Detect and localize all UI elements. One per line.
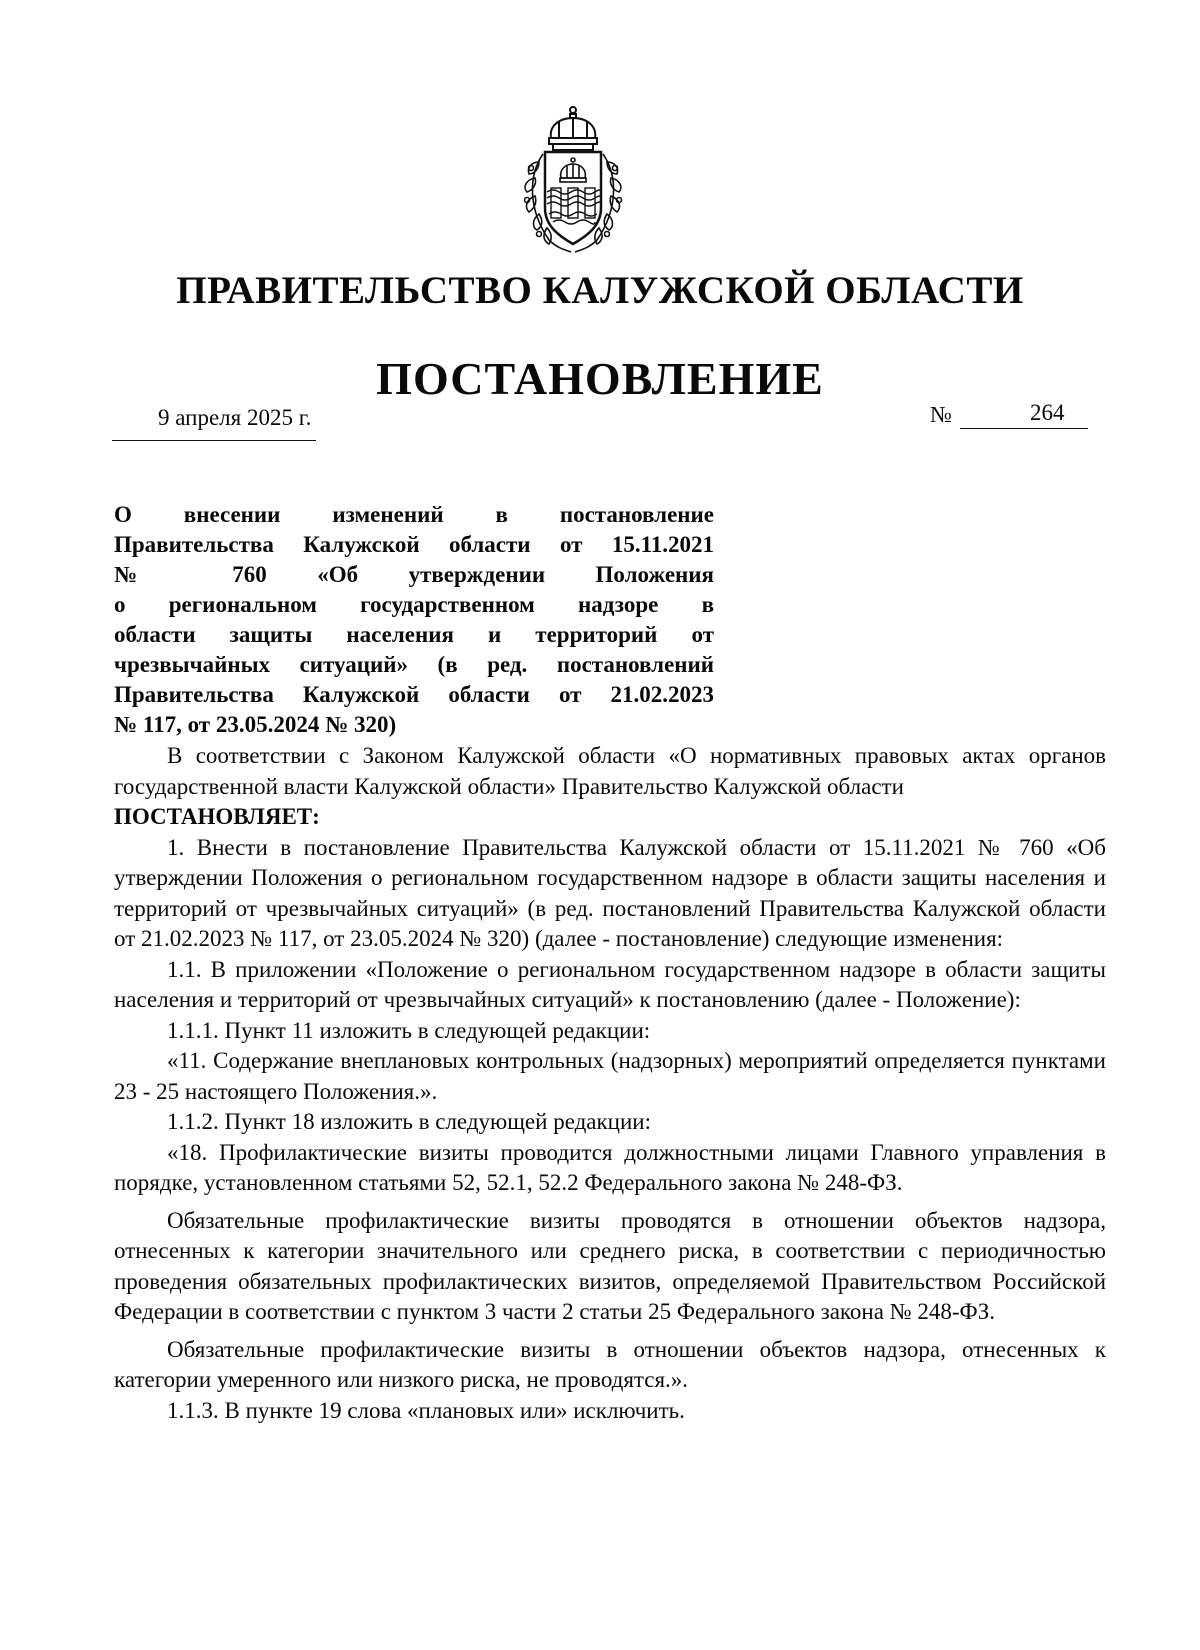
kaluga-coat-of-arms-icon [513, 104, 633, 254]
date-underline [112, 440, 316, 441]
number-underline [960, 428, 1088, 429]
subject-line: Правительства Калужской области от 15.11.2021 [114, 532, 715, 557]
subject-line: О внесении изменений в постановление [114, 502, 714, 527]
subject-line: о региональном государственном надзоре в [114, 592, 714, 617]
subject-line: № 117, от 23.05.2024 № 320) [114, 712, 397, 737]
subject-line: Правительства Калужской области от 21.02.2023 [114, 682, 714, 707]
document-type: ПОСТАНОВЛЕНИЕ [376, 353, 824, 404]
document-number-label: № [930, 402, 952, 427]
document-number: 264 [1030, 400, 1065, 425]
document-body [114, 741, 1106, 1426]
organization-title: ПРАВИТЕЛЬСТВО КАЛУЖСКОЙ ОБЛАСТИ [176, 269, 1024, 312]
subject-line: № 760 «Об утверждении Положения [114, 562, 714, 587]
quote-point-18: «18. Профилактические визиты проводится должностными лицами Главного управления в порядке, установленном статьями 52, 52.1, 52.2 Федерального закона № 248-ФЗ. [114, 1139, 1106, 1195]
document-subject [114, 500, 714, 740]
paragraph-1: 1. Внести в постановление Правительства Калужской области от 15.11.2021 № 760 «Об утверждении Положения о региональном государственном надзоре в области защиты населения и территорий от чрезвычайных ситуаций» (в ред. постановлений Правительства Калужской области от 21.02.2023 № 117, от 23.05.2024 № 320) (далее - постановление) следующие изменения: [114, 834, 1106, 951]
paragraph-1-1-3: 1.1.3. В пункте 19 слова «плановых или» исключить. [167, 1397, 685, 1423]
quote-point-18-low-risk: Обязательные профилактические визиты в отношении объектов надзора, отнесенных к категории умеренного или низкого риска, не проводятся.». [114, 1336, 1106, 1392]
document-date: 9 апреля 2025 г. [158, 405, 312, 430]
paragraph-1-1-1: 1.1.1. Пункт 11 изложить в следующей редакции: [167, 1017, 651, 1043]
intro-paragraph: В соответствии с Законом Калужской области «О нормативных правовых актах органов государственной власти Калужской области» Правительство Калужской области [114, 743, 1106, 799]
decree-word: ПОСТАНОВЛЯЕТ: [114, 804, 320, 829]
quote-point-11: «11. Содержание внеплановых контрольных (надзорных) мероприятий определяется пунктами 23 - 25 настоящего Положения.». [114, 1048, 1106, 1104]
subject-line: чрезвычайных ситуаций» (в ред. постановлений [114, 652, 715, 677]
paragraph-1-1-2: 1.1.2. Пункт 18 изложить в следующей редакции: [167, 1109, 651, 1134]
quote-point-18-mandatory-visits: Обязательные профилактические визиты проводятся в отношении объектов надзора, отнесенных к категории значительного или среднего риска, в соответствии с периодичностью проведения обязательных профилактических визитов, определяемой Правительством Российской Федерации в соответствии с пунктом 3 части 2 статьи 25 Федерального закона № 248-ФЗ. [114, 1207, 1106, 1324]
subject-line: области защиты населения и территорий от [114, 622, 714, 647]
paragraph-1-1: 1.1. В приложении «Положение о региональном государственном надзоре в области защиты населения и территорий от чрезвычайных ситуаций» к постановлению (далее - Положение): [114, 956, 1106, 1012]
